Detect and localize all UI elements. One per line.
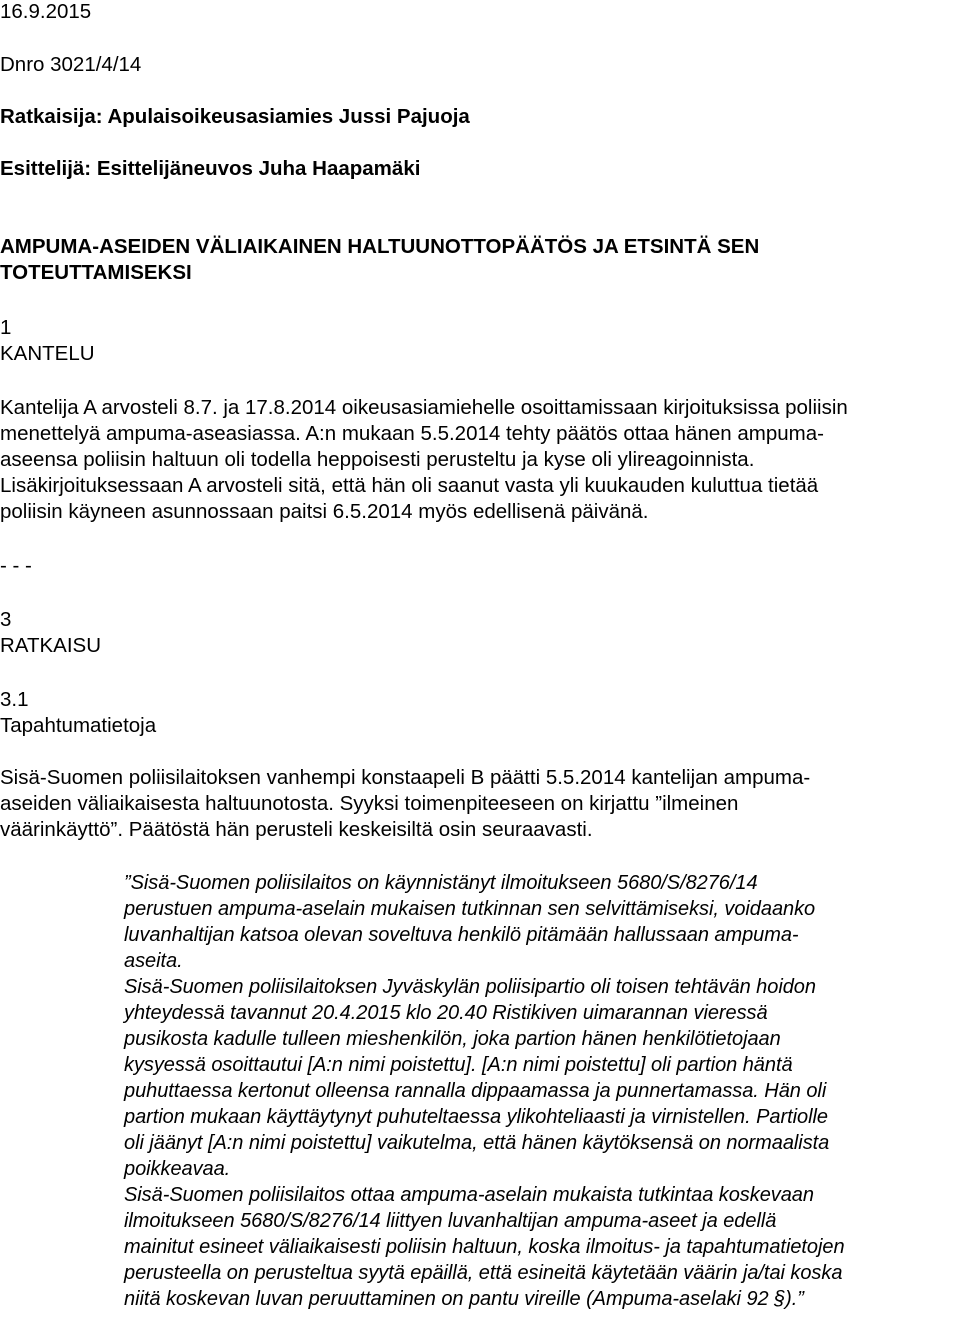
events-paragraph-line: aseiden väliaikaisesta haltuunotosta. Syyksi toimenpiteeseen on kirjattu ”ilmeinen: [0, 792, 739, 815]
subsection-3-1-heading: Tapahtumatietoja: [0, 714, 157, 737]
subsection-3-1-number: 3.1: [0, 688, 29, 711]
quote-line: mainitut esineet väliaikaisesti poliisin haltuun, koska ilmoitus- ja tapahtumatietojen: [124, 1236, 845, 1258]
quote-line: kysyessä osoittautui [A:n nimi poistettu]. [A:n nimi poistettu] oli partion häntä: [124, 1054, 793, 1076]
quote-line: oli jäänyt [A:n nimi poistettu] vaikutelma, että hänen käytöksensä on normaalista: [124, 1132, 830, 1154]
document-title-line: TOTEUTTAMISEKSI: [0, 261, 192, 284]
quote-line: poikkeavaa.: [124, 1158, 231, 1180]
complaint-paragraph-line: Kantelija A arvosteli 8.7. ja 17.8.2014 oikeusasiamiehelle osoittamissaan kirjoituksissa poliisin: [0, 396, 848, 419]
complaint-paragraph-line: poliisin käyneen asunnossaan paitsi 6.5.2014 myös edellisenä päivänä.: [0, 500, 649, 523]
quote-line: partion mukaan käyttäytynyt puhuteltaessa ylikohteliaasti ja virnistellen. Partiolle: [124, 1106, 828, 1128]
document-date: 16.9.2015: [0, 0, 92, 23]
presenter: Esittelijä: Esittelijäneuvos Juha Haapamäki: [0, 157, 421, 180]
document-title-line: AMPUMA-ASEIDEN VÄLIAIKAINEN HALTUUNOTTOPÄÄTÖS JA ETSINTÄ SEN: [0, 235, 760, 258]
quote-line: yhteydessä tavannut 20.4.2015 klo 20.40 Ristikiven uimarannan vieressä: [124, 1002, 768, 1024]
quote-line: luvanhaltijan katsoa olevan soveltuva henkilö pitämään hallussaan ampuma-: [124, 924, 799, 946]
events-paragraph-line: Sisä-Suomen poliisilaitoksen vanhempi konstaapeli B päätti 5.5.2014 kantelijan ampuma-: [0, 766, 811, 789]
quote-line: ilmoitukseen 5680/S/8276/14 liittyen luvanhaltijan ampuma-aseet ja edellä: [124, 1210, 777, 1232]
quote-line: ”Sisä-Suomen poliisilaitos on käynnistänyt ilmoitukseen 5680/S/8276/14: [124, 872, 758, 894]
complaint-paragraph-line: menettelyä ampuma-aseasiassa. A:n mukaan 5.5.2014 tehty päätös ottaa hänen ampuma-: [0, 422, 824, 445]
decision-quote-block: [124, 870, 960, 1312]
section-3-number: 3: [0, 608, 12, 631]
quote-line: perusteella on perusteltua syytä epäillä, että esineitä käytetään väärin ja/tai koska: [124, 1262, 843, 1284]
quote-line: niitä koskevan luvan peruuttaminen on pantu vireille (Ampuma-aselaki 92 §).”: [124, 1288, 804, 1310]
quote-line: Sisä-Suomen poliisilaitos ottaa ampuma-aselain mukaista tutkintaa koskevaan: [124, 1184, 814, 1206]
quote-line: puhuttaessa kertonut olleensa rannalla dippaamassa ja punnertamassa. Hän oli: [124, 1080, 827, 1102]
section-1-number: 1: [0, 316, 12, 339]
quote-line: pusikosta kadulle tulleen mieshenkilön, joka partion hänen henkilötietojaan: [124, 1028, 781, 1050]
complaint-paragraph-line: aseensa poliisin haltuun oli todella heppoisesti perusteltu ja kyse oli ylireagoinnista.: [0, 448, 755, 471]
decision-maker: Ratkaisija: Apulaisoikeusasiamies Jussi Pajuoja: [0, 105, 470, 128]
complaint-paragraph-line: Lisäkirjoituksessaan A arvosteli sitä, että hän oli saanut vasta yli kuukauden kuluttua tietää: [0, 474, 819, 497]
quote-line: perustuen ampuma-aselain mukaisen tutkinnan sen selvittämiseksi, voidaanko: [124, 898, 816, 920]
section-3-heading: RATKAISU: [0, 634, 101, 657]
section-separator: - - -: [0, 554, 32, 577]
quote-line: Sisä-Suomen poliisilaitoksen Jyväskylän poliisipartio oli toisen tehtävän hoidon: [124, 976, 816, 998]
quote-line: aseita.: [124, 950, 183, 972]
events-paragraph-line: väärinkäyttö”. Päätöstä hän perusteli keskeisiltä osin seuraavasti.: [0, 818, 593, 841]
section-1-heading: KANTELU: [0, 342, 95, 365]
case-number: Dnro 3021/4/14: [0, 53, 142, 76]
